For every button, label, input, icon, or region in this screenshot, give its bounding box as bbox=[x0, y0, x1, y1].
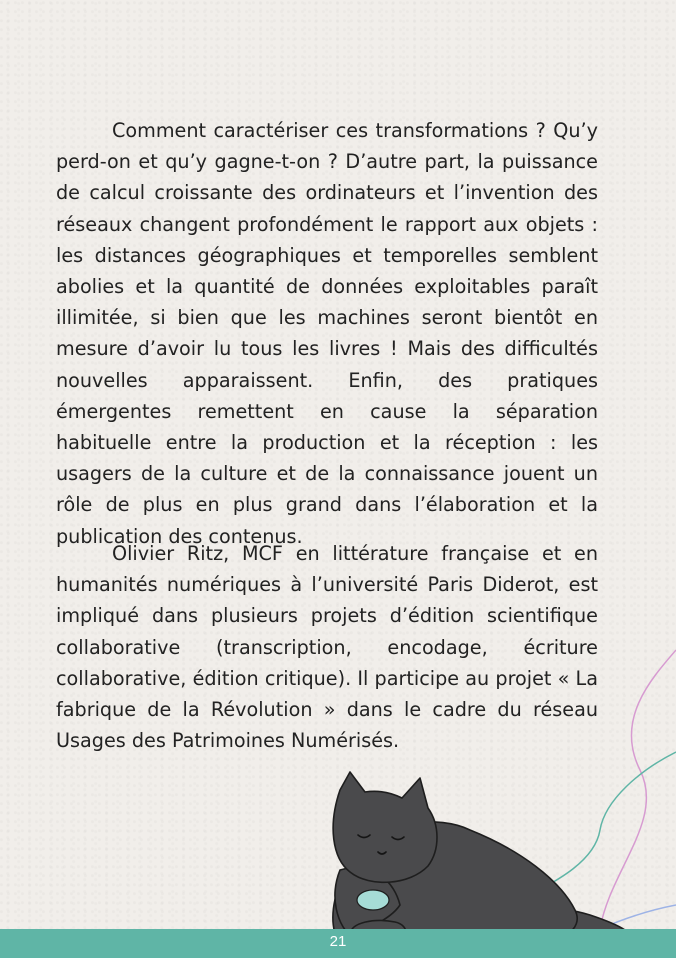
body-paragraph-1: Comment caractériser ces transformations ? Qu’y perd-on et qu’y gagne-t-on ? D’autre part, la puissance de calcul croissante des ordinateurs et l’invention des réseaux changent profondément le rapport aux objets : les distances géographiques et temporelles semblent abolies et la quantité de données exploitables paraît illimitée, si bien que les machines seront bientôt en mesure d’avoir lu tous les livres ! Mais des difficultés nouvelles apparaissent. Enfin, des pratiques émergentes remettent en cause la séparation habituelle entre la production et la réception : les usagers de la culture et de la connaissance jouent un rôle de plus en plus grand dans l’élaboration et la publication des contenus. bbox=[56, 119, 598, 548]
body-paragraph-2: Olivier Ritz, MCF en littérature française et en humanités numériques à l’université Paris Diderot, est impliqué dans plusieurs projets d’édition scientifique collaborative (transcription, encodage, écriture collaborative, édition critique). Il participe au projet « La fabrique de la Révolution » dans le cadre du réseau Usages des Patrimoines Numérisés. bbox=[56, 542, 598, 753]
page-number: 21 bbox=[329, 933, 347, 950]
ball-icon bbox=[357, 890, 389, 910]
